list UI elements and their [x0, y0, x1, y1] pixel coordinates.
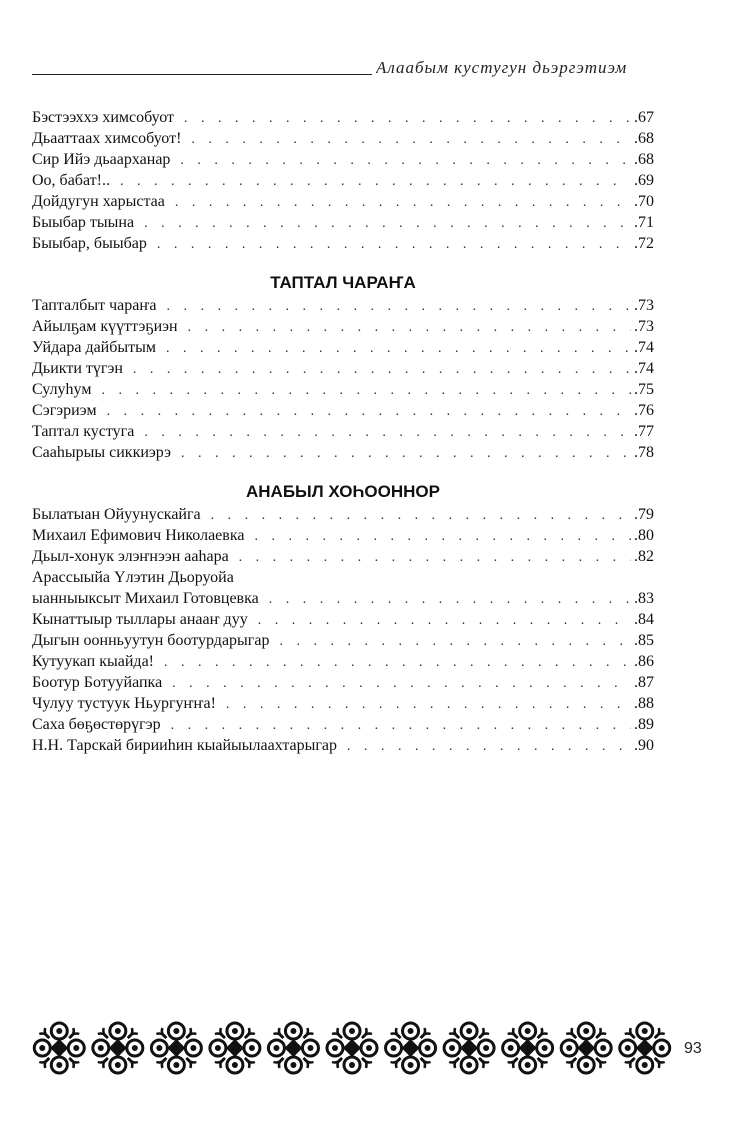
- toc-entry[interactable]: [32, 672, 654, 693]
- ornament-motif: [561, 1023, 611, 1073]
- dot-leader: [226, 694, 631, 715]
- entry-title: Михаил Ефимович Николаевка: [32, 527, 245, 544]
- entry-page: .74: [634, 339, 654, 356]
- toc-entry[interactable]: [32, 400, 654, 421]
- dot-leader: [184, 108, 631, 129]
- ornament-motif: [327, 1023, 377, 1073]
- entry-title: Сир Ийэ дьаарханар: [32, 151, 171, 168]
- dot-leader: [211, 505, 631, 526]
- dot-leader: [181, 443, 631, 464]
- dot-leader: [254, 526, 631, 547]
- entry-page: .68: [634, 151, 654, 168]
- entry-title: Чулуу тустуук Ньургуҥҥа!: [32, 695, 216, 712]
- toc-entry[interactable]: [32, 714, 654, 735]
- toc-entry[interactable]: [32, 588, 654, 609]
- toc-entry[interactable]: [32, 191, 654, 212]
- entry-title: Дьикти түгэн: [32, 360, 123, 377]
- dot-leader: [180, 150, 631, 171]
- toc-section: [32, 107, 654, 254]
- entry-page: .89: [634, 716, 654, 733]
- entry-page: .70: [634, 193, 654, 210]
- toc-entry[interactable]: [32, 316, 654, 337]
- entry-page: .86: [634, 653, 654, 670]
- dot-leader: [133, 359, 631, 380]
- entry-title: Дьыл-хонук элэҥнээн ааһара: [32, 548, 229, 565]
- header-rule: [32, 74, 372, 75]
- entry-title: Айылҕам күүттэҕиэн: [32, 318, 178, 335]
- dot-leader: [258, 610, 631, 631]
- dot-leader: [101, 380, 631, 401]
- entry-title: Боотур Ботууйапка: [32, 674, 163, 691]
- entry-page: .85: [634, 632, 654, 649]
- toc-entry[interactable]: [32, 504, 654, 525]
- toc-entry[interactable]: [32, 442, 654, 463]
- toc-entry[interactable]: [32, 212, 654, 233]
- entry-title: Арассыыйа Үлэтин Дьоруойа: [32, 569, 234, 586]
- dot-leader: [166, 338, 631, 359]
- entry-title: Сэгэриэм: [32, 402, 97, 419]
- page-number: 93: [684, 1040, 702, 1057]
- toc-entry[interactable]: [32, 337, 654, 358]
- toc-section: [32, 272, 654, 463]
- ornament-motif: [503, 1023, 553, 1073]
- entry-page: .73: [634, 318, 654, 335]
- toc-entry[interactable]: [32, 630, 654, 651]
- ornament-motif: [151, 1023, 201, 1073]
- section-heading: АНАБЫЛ ХОҺООННОР: [246, 482, 440, 501]
- entry-page: .77: [634, 423, 654, 440]
- toc-entry[interactable]: [32, 567, 654, 588]
- entry-title: ыанныыксыт Михаил Готовцевка: [32, 590, 259, 607]
- entry-title: Уйдара дайбытым: [32, 339, 156, 356]
- toc-entry[interactable]: [32, 170, 654, 191]
- ornament-motif: [620, 1023, 670, 1073]
- running-title: Алаабым кустугун дьэргэтиэм: [376, 58, 628, 77]
- dot-leader: [166, 296, 631, 317]
- ornament-motif: [444, 1023, 494, 1073]
- entry-page: .78: [634, 444, 654, 461]
- table-of-contents: [32, 107, 654, 756]
- toc-entry[interactable]: [32, 149, 654, 170]
- entry-page: .87: [634, 674, 654, 691]
- dot-leader: [175, 192, 631, 213]
- entry-page: .72: [634, 235, 654, 252]
- entry-page: .79: [634, 506, 654, 523]
- ornament-motif: [93, 1023, 143, 1073]
- entry-title: Кынаттыыр тыллары анааҥ дуу: [32, 611, 248, 628]
- toc-entry[interactable]: [32, 651, 654, 672]
- dot-leader: [107, 401, 631, 422]
- entry-page: .74: [634, 360, 654, 377]
- entry-page: .68: [634, 130, 654, 147]
- entry-page: .88: [634, 695, 654, 712]
- entry-title: Саха бөҕөстөрүгэр: [32, 716, 161, 733]
- ornament-motif: [268, 1023, 318, 1073]
- entry-title: Таптал кустуга: [32, 423, 135, 440]
- entry-page: .76: [634, 402, 654, 419]
- toc-entry[interactable]: [32, 295, 654, 316]
- toc-entry[interactable]: [32, 693, 654, 714]
- ornament-motif: [210, 1023, 260, 1073]
- entry-page: .84: [634, 611, 654, 628]
- entry-title: Быыбар, быыбар: [32, 235, 147, 252]
- entry-title: Н.Н. Тарскай бирииһин кыайыылаахтарыгар: [32, 737, 338, 754]
- toc-entry[interactable]: [32, 233, 654, 254]
- dot-leader: [269, 589, 631, 610]
- toc-entry[interactable]: [32, 609, 654, 630]
- toc-entry[interactable]: [32, 128, 654, 149]
- entry-title: Сулуһум: [32, 381, 92, 398]
- dot-leader: [120, 171, 631, 192]
- ornament-motif: [386, 1023, 436, 1073]
- entry-page: .69: [634, 172, 654, 189]
- entry-title: Дыгын оонньуутун боотурдарыгар: [32, 632, 270, 649]
- entry-page: .90: [634, 737, 654, 754]
- entry-title: Сааһырыы сиккиэрэ: [32, 444, 172, 461]
- entry-page: .80: [634, 527, 654, 544]
- dot-leader: [164, 652, 631, 673]
- toc-section: [32, 481, 654, 756]
- toc-entry[interactable]: [32, 546, 654, 567]
- dot-leader: [239, 547, 631, 568]
- dot-leader: [191, 129, 631, 150]
- toc-entry[interactable]: [32, 735, 654, 756]
- dot-leader: [347, 736, 631, 757]
- entry-title: Кутуукап кыайда!: [32, 653, 154, 670]
- dot-leader: [279, 631, 631, 652]
- dot-leader: [171, 715, 631, 736]
- entry-title: Былатыан Ойуунускайга: [32, 506, 201, 523]
- toc-entry[interactable]: [32, 379, 654, 400]
- dot-leader: [144, 422, 631, 443]
- entry-title: Бэстээххэ химсобуот: [32, 109, 175, 126]
- entry-title: Дойдугун харыстаа: [32, 193, 165, 210]
- toc-entry[interactable]: [32, 525, 654, 546]
- entry-page: .67: [634, 109, 654, 126]
- entry-page: .82: [634, 548, 654, 565]
- entry-page: .71: [634, 214, 654, 231]
- entry-page: .83: [634, 590, 654, 607]
- entry-title: Оо, бабат!..: [32, 172, 110, 189]
- entry-title: Тапталбыт чараҥа: [32, 297, 157, 314]
- dot-leader: [144, 213, 631, 234]
- entry-page: .73: [634, 297, 654, 314]
- entry-page: .75: [634, 381, 654, 398]
- ornament-motif: [34, 1023, 84, 1073]
- toc-entry[interactable]: [32, 358, 654, 379]
- toc-entry[interactable]: [32, 107, 654, 128]
- toc-entry[interactable]: [32, 421, 654, 442]
- dot-leader: [188, 317, 631, 338]
- dot-leader: [172, 673, 631, 694]
- entry-title: Дьааттаах химсобуот!: [32, 130, 182, 147]
- dot-leader: [157, 234, 631, 255]
- entry-title: Быыбар тыына: [32, 214, 135, 231]
- section-heading: ТАПТАЛ ЧАРАҤА: [270, 273, 416, 292]
- ornament-border: [30, 1018, 674, 1078]
